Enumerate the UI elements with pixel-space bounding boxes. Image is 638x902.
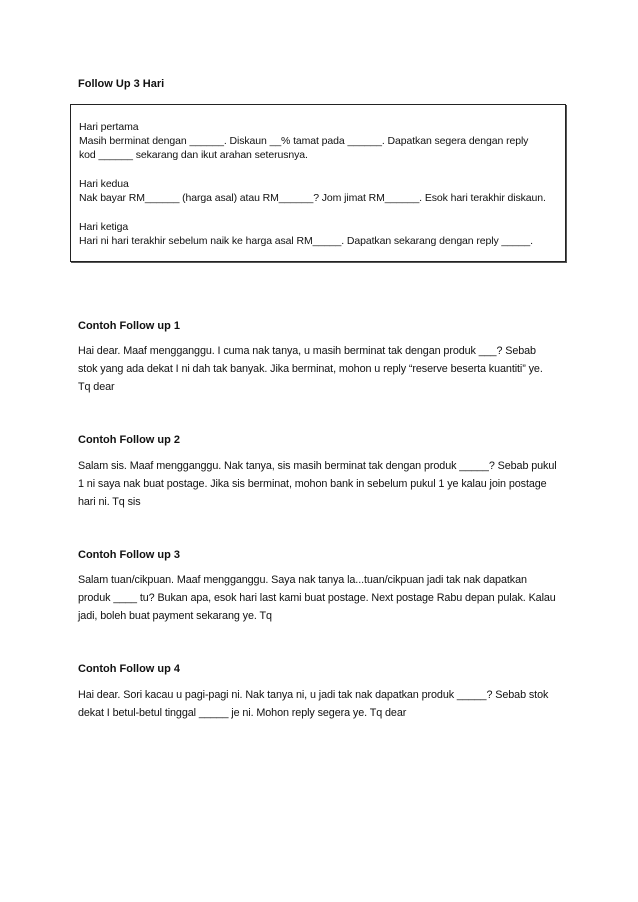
example-text-line: produk ____ tu? Bukan apa, esok hari last kami buat postage. Next postage Rabu depan pulak. Kalau bbox=[78, 592, 556, 604]
day1-label: Hari pertama bbox=[79, 121, 139, 133]
example-title: Contoh Follow up 4 bbox=[78, 663, 181, 675]
example-text-line: Salam tuan/cikpuan. Maaf mengganggu. Saya nak tanya la...tuan/cikpuan jadi tak nak dapatkan bbox=[78, 574, 527, 586]
example-text-line: stok yang ada dekat I ni dah tak banyak. Jika berminat, mohon u reply “reserve beserta kuantiti” ye. bbox=[78, 363, 543, 375]
day2-text-line: Nak bayar RM______ (harga asal) atau RM______? Jom jimat RM______. Esok hari terakhir diskaun. bbox=[79, 192, 546, 204]
day1-text-line: Masih berminat dengan ______. Diskaun __% tamat pada ______. Dapatkan segera dengan reply bbox=[79, 135, 529, 147]
example-text-line: hari ni. Tq sis bbox=[78, 496, 141, 508]
example-text-line: Hai dear. Maaf mengganggu. I cuma nak tanya, u masih berminat tak dengan produk ___? Sebab bbox=[78, 345, 536, 357]
example-text-line: jadi, boleh buat payment sekarang ye. Tq bbox=[78, 610, 272, 622]
document-title: Follow Up 3 Hari bbox=[78, 78, 165, 90]
example-text-line: Tq dear bbox=[78, 381, 115, 393]
day1-text-line: kod ______ sekarang dan ikut arahan seterusnya. bbox=[79, 149, 308, 161]
day2-label: Hari kedua bbox=[79, 178, 129, 190]
example-text-line: Hai dear. Sori kacau u pagi-pagi ni. Nak tanya ni, u jadi tak nak dapatkan produk _____? Sebab stok bbox=[78, 689, 549, 701]
example-text-line: dekat I betul-betul tinggal _____ je ni. Mohon reply segera ye. Tq dear bbox=[78, 707, 407, 719]
follow-up-schedule-box bbox=[70, 104, 566, 262]
example-text-line: Salam sis. Maaf mengganggu. Nak tanya, sis masih berminat tak dengan produk _____? Sebab pukul bbox=[78, 460, 557, 472]
day3-label: Hari ketiga bbox=[79, 221, 129, 233]
day3-text-line: Hari ni hari terakhir sebelum naik ke harga asal RM_____. Dapatkan sekarang dengan reply _____. bbox=[79, 235, 533, 247]
example-title: Contoh Follow up 3 bbox=[78, 549, 181, 561]
example-title: Contoh Follow up 1 bbox=[78, 320, 181, 332]
example-text-line: 1 ni saya nak buat postage. Jika sis berminat, mohon bank in sebelum pukul 1 ye kalau join postage bbox=[78, 478, 547, 490]
example-title: Contoh Follow up 2 bbox=[78, 434, 181, 446]
